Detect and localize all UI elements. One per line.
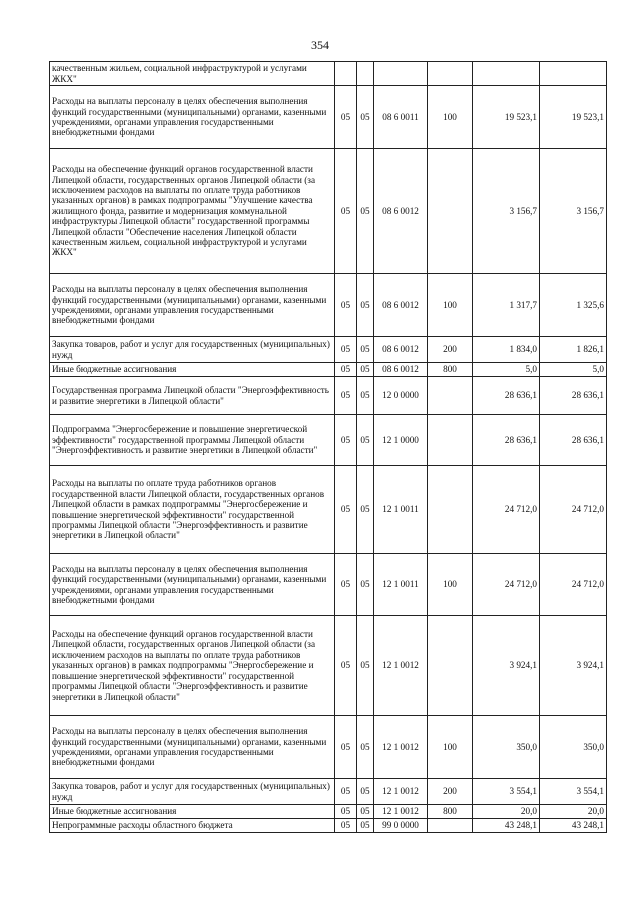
expenditure-name-cell: Расходы на выплаты персоналу в целях обеспечения выполнения функций государственными (муниципальными) органами, казенными учреждениями, органами управления государственными внебюджетными фондами <box>50 716 335 779</box>
amount-year1-cell: 3 554,1 <box>473 779 540 805</box>
table-row <box>50 616 607 716</box>
section-code-cell: 05 <box>335 554 357 616</box>
section-code-cell: 05 <box>335 274 357 337</box>
target-article-cell: 08 6 0011 <box>374 86 428 149</box>
expense-type-cell <box>428 149 473 274</box>
expense-type-cell <box>428 377 473 415</box>
amount-year1-cell: 43 248,1 <box>473 819 540 833</box>
expense-type-cell <box>428 616 473 716</box>
expense-type-cell <box>428 62 473 86</box>
amount-year1-cell: 3 156,7 <box>473 149 540 274</box>
expense-type-cell <box>428 415 473 466</box>
section-code-cell: 05 <box>335 716 357 779</box>
target-article-cell: 12 1 0012 <box>374 616 428 716</box>
section-code-cell: 05 <box>335 616 357 716</box>
subsection-code-cell: 05 <box>357 554 374 616</box>
subsection-code-cell: 05 <box>357 274 374 337</box>
amount-year2-cell: 5,0 <box>540 363 607 377</box>
expenditure-name-cell: Подпрограмма "Энергосбережение и повышение энергетической эффективности" государственной программы Липецкой области "Энергоэффективность и развитие энергетики в Липецкой области" <box>50 415 335 466</box>
table-row <box>50 805 607 819</box>
amount-year1-cell <box>473 62 540 86</box>
subsection-code-cell <box>357 62 374 86</box>
amount-year2-cell: 3 924,1 <box>540 616 607 716</box>
expenditure-name-cell: Иные бюджетные ассигнования <box>50 363 335 377</box>
section-code-cell: 05 <box>335 377 357 415</box>
target-article-cell: 12 1 0012 <box>374 805 428 819</box>
amount-year2-cell: 350,0 <box>540 716 607 779</box>
target-article-cell: 12 1 0011 <box>374 554 428 616</box>
amount-year1-cell: 350,0 <box>473 716 540 779</box>
expenditure-name-cell: Государственная программа Липецкой области "Энергоэффективность и развитие энергетики в Липецкой области" <box>50 377 335 415</box>
expense-type-cell: 100 <box>428 554 473 616</box>
amount-year2-cell: 24 712,0 <box>540 554 607 616</box>
expenditure-name-cell: Закупка товаров, работ и услуг для государственных (муниципальных) нужд <box>50 337 335 363</box>
amount-year1-cell: 19 523,1 <box>473 86 540 149</box>
expenditure-name-cell: качественным жильем, социальной инфраструктурой и услугами ЖКХ" <box>50 62 335 86</box>
amount-year1-cell: 28 636,1 <box>473 377 540 415</box>
table-row <box>50 274 607 337</box>
section-code-cell: 05 <box>335 415 357 466</box>
amount-year2-cell: 43 248,1 <box>540 819 607 833</box>
section-code-cell: 05 <box>335 149 357 274</box>
table-row <box>50 86 607 149</box>
section-code-cell: 05 <box>335 466 357 554</box>
expense-type-cell: 200 <box>428 337 473 363</box>
expenditure-name-cell: Расходы на выплаты персоналу в целях обеспечения выполнения функций государственными (муниципальными) органами, казенными учреждениями, органами управления государственными внебюджетными фондами <box>50 86 335 149</box>
expenditure-name-cell: Расходы на выплаты персоналу в целях обеспечения выполнения функций государственными (муниципальными) органами, казенными учреждениями, органами управления государственными внебюджетными фондами <box>50 554 335 616</box>
table-row <box>50 337 607 363</box>
target-article-cell: 08 6 0012 <box>374 337 428 363</box>
table-row <box>50 149 607 274</box>
table-row <box>50 716 607 779</box>
subsection-code-cell: 05 <box>357 716 374 779</box>
expense-type-cell: 800 <box>428 805 473 819</box>
subsection-code-cell: 05 <box>357 337 374 363</box>
table-row <box>50 377 607 415</box>
expenditure-name-cell: Расходы на выплаты персоналу в целях обеспечения выполнения функций государственными (муниципальными) органами, казенными учреждениями, органами управления государственными внебюджетными фондами <box>50 274 335 337</box>
section-code-cell: 05 <box>335 363 357 377</box>
amount-year2-cell: 28 636,1 <box>540 415 607 466</box>
amount-year2-cell: 28 636,1 <box>540 377 607 415</box>
table-row <box>50 819 607 833</box>
subsection-code-cell: 05 <box>357 363 374 377</box>
target-article-cell: 08 6 0012 <box>374 363 428 377</box>
table-row <box>50 415 607 466</box>
page-number: 354 <box>311 38 329 52</box>
expense-type-cell <box>428 466 473 554</box>
amount-year1-cell: 28 636,1 <box>473 415 540 466</box>
amount-year2-cell: 1 826,1 <box>540 337 607 363</box>
expense-type-cell: 100 <box>428 716 473 779</box>
subsection-code-cell: 05 <box>357 415 374 466</box>
amount-year2-cell: 3 156,7 <box>540 149 607 274</box>
amount-year2-cell: 1 325,6 <box>540 274 607 337</box>
amount-year1-cell: 5,0 <box>473 363 540 377</box>
budget-table <box>49 61 607 833</box>
target-article-cell: 12 1 0012 <box>374 779 428 805</box>
expense-type-cell: 100 <box>428 274 473 337</box>
target-article-cell <box>374 62 428 86</box>
amount-year1-cell: 24 712,0 <box>473 554 540 616</box>
amount-year1-cell: 1 834,0 <box>473 337 540 363</box>
expenditure-name-cell: Расходы на обеспечение функций органов государственной власти Липецкой области, государственных органов Липецкой области (за исключением расходов на выплаты по оплате труда работников указанных органов) в рамках подпрограммы "Энергосбережение и повышение энергетической эффективности" государственной программы Липецкой области "Энергоэффективность и развитие энергетики в Липецкой области" <box>50 616 335 716</box>
subsection-code-cell: 05 <box>357 805 374 819</box>
section-code-cell: 05 <box>335 86 357 149</box>
expenditure-name-cell: Закупка товаров, работ и услуг для государственных (муниципальных) нужд <box>50 779 335 805</box>
target-article-cell: 12 0 0000 <box>374 377 428 415</box>
amount-year1-cell: 24 712,0 <box>473 466 540 554</box>
section-code-cell: 05 <box>335 805 357 819</box>
table-row <box>50 62 607 86</box>
target-article-cell: 12 1 0012 <box>374 716 428 779</box>
subsection-code-cell: 05 <box>357 466 374 554</box>
target-article-cell: 12 1 0011 <box>374 466 428 554</box>
subsection-code-cell: 05 <box>357 819 374 833</box>
expense-type-cell: 800 <box>428 363 473 377</box>
expenditure-name-cell: Непрограммные расходы областного бюджета <box>50 819 335 833</box>
amount-year2-cell <box>540 62 607 86</box>
table-body <box>50 62 607 833</box>
amount-year2-cell: 20,0 <box>540 805 607 819</box>
expense-type-cell <box>428 819 473 833</box>
target-article-cell: 12 1 0000 <box>374 415 428 466</box>
section-code-cell <box>335 62 357 86</box>
subsection-code-cell: 05 <box>357 616 374 716</box>
section-code-cell: 05 <box>335 779 357 805</box>
target-article-cell: 08 6 0012 <box>374 149 428 274</box>
expense-type-cell: 200 <box>428 779 473 805</box>
table-row <box>50 779 607 805</box>
amount-year2-cell: 3 554,1 <box>540 779 607 805</box>
subsection-code-cell: 05 <box>357 149 374 274</box>
amount-year2-cell: 19 523,1 <box>540 86 607 149</box>
expenditure-name-cell: Расходы на выплаты по оплате труда работников органов государственной власти Липецкой области, государственных органов Липецкой области в рамках подпрограммы "Энергосбережение и повышение энергетической эффективности" государственной программы Липецкой области "Энергоэффективность и развитие энергетики в Липецкой области" <box>50 466 335 554</box>
section-code-cell: 05 <box>335 819 357 833</box>
table-row <box>50 363 607 377</box>
amount-year2-cell: 24 712,0 <box>540 466 607 554</box>
expenditure-name-cell: Иные бюджетные ассигнования <box>50 805 335 819</box>
subsection-code-cell: 05 <box>357 377 374 415</box>
table-row <box>50 554 607 616</box>
expenditure-name-cell: Расходы на обеспечение функций органов государственной власти Липецкой области, государственных органов Липецкой области (за исключением расходов на выплаты по оплате труда работников указанных органов) в рамках подпрограммы "Улучшение качества жилищного фонда, развитие и модернизация коммунальной инфраструктуры Липецкой области" государственной программы Липецкой области "Обеспечение населения Липецкой области качественным жильем, социальной инфраструктурой и услугами ЖКХ" <box>50 149 335 274</box>
amount-year1-cell: 3 924,1 <box>473 616 540 716</box>
target-article-cell: 99 0 0000 <box>374 819 428 833</box>
amount-year1-cell: 20,0 <box>473 805 540 819</box>
section-code-cell: 05 <box>335 337 357 363</box>
table-row <box>50 466 607 554</box>
subsection-code-cell: 05 <box>357 779 374 805</box>
subsection-code-cell: 05 <box>357 86 374 149</box>
amount-year1-cell: 1 317,7 <box>473 274 540 337</box>
target-article-cell: 08 6 0012 <box>374 274 428 337</box>
expense-type-cell: 100 <box>428 86 473 149</box>
